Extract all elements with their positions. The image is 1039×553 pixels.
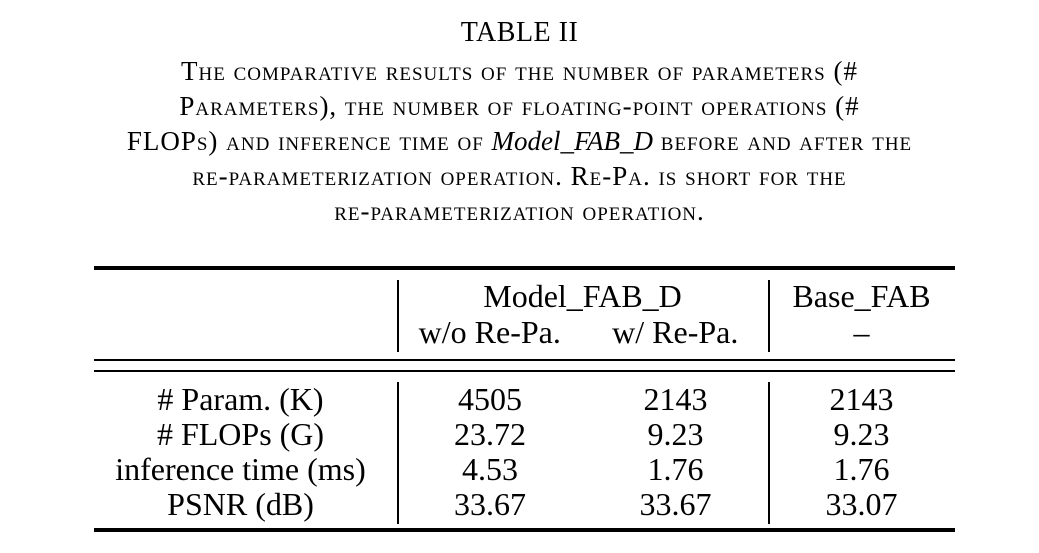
caption-text: before and after the (653, 126, 913, 156)
caption-line-4 (0, 159, 1039, 194)
header-col-w-re-pa: w/ Re-Pa. (612, 314, 739, 350)
row-label-psnr: PSNR (dB) (167, 486, 314, 522)
header-group-model-fab-d (397, 278, 768, 359)
cell-params-wo-re-pa: 4505 (458, 381, 522, 417)
row-label-flops: # FLOPs (G) (156, 416, 325, 452)
cell-psnr-base: 33.07 (825, 486, 898, 522)
caption-text: The comparative results of the number of parameters (# (181, 56, 858, 86)
cell-inference-wo-re-pa: 4.53 (462, 451, 518, 487)
cell-flops-wo-re-pa: 23.72 (454, 416, 526, 452)
header-base-label: Base_FAB (792, 278, 931, 314)
cell-inference-w-re-pa: 1.76 (647, 451, 704, 487)
header-sub-row (397, 314, 768, 350)
body-vertical-separator-left (397, 382, 399, 524)
header-vertical-separator-right (768, 280, 770, 352)
header-empty-cell (94, 278, 397, 359)
body-vertical-separator-right (768, 382, 770, 524)
table-header (94, 270, 955, 359)
row-label-inference: inference time (ms) (115, 451, 366, 487)
results-table (94, 266, 955, 532)
cell-params-base: 2143 (829, 381, 894, 417)
header-vertical-separator-left (397, 280, 399, 352)
caption-line-1 (0, 54, 1039, 89)
header-group-label: Model_FAB_D (483, 278, 682, 314)
caption-text: re-parameterization operation. (334, 196, 705, 226)
table-body (94, 372, 955, 528)
table-double-rule (94, 359, 955, 372)
caption-line-3 (0, 124, 1039, 159)
cell-params-w-re-pa: 2143 (643, 381, 708, 417)
caption-title: TABLE II (460, 17, 579, 48)
table-bottom-rule (94, 528, 955, 532)
cell-flops-base: 9.23 (833, 416, 890, 452)
caption-line-5 (0, 194, 1039, 229)
caption-line-2 (0, 89, 1039, 124)
row-label-params: # Param. (K) (157, 381, 324, 417)
model-name-italic: Model_FAB_D (491, 126, 654, 156)
cell-psnr-wo-re-pa: 33.67 (454, 486, 526, 522)
cell-flops-w-re-pa: 9.23 (647, 416, 704, 452)
caption-text: re-parameterization operation. Re-Pa. is short for the (192, 161, 847, 191)
caption-text: FLOPs) and inference time of (126, 126, 492, 156)
header-col-wo-re-pa: w/o Re-Pa. (418, 314, 561, 350)
cell-inference-base: 1.76 (833, 451, 890, 487)
caption-text: Parameters), the number of floating-point operations (# (179, 91, 860, 121)
header-base-dash: – (853, 314, 870, 350)
header-group-base-fab (768, 278, 955, 359)
cell-psnr-w-re-pa: 33.67 (639, 486, 712, 522)
table-caption (0, 15, 1039, 229)
